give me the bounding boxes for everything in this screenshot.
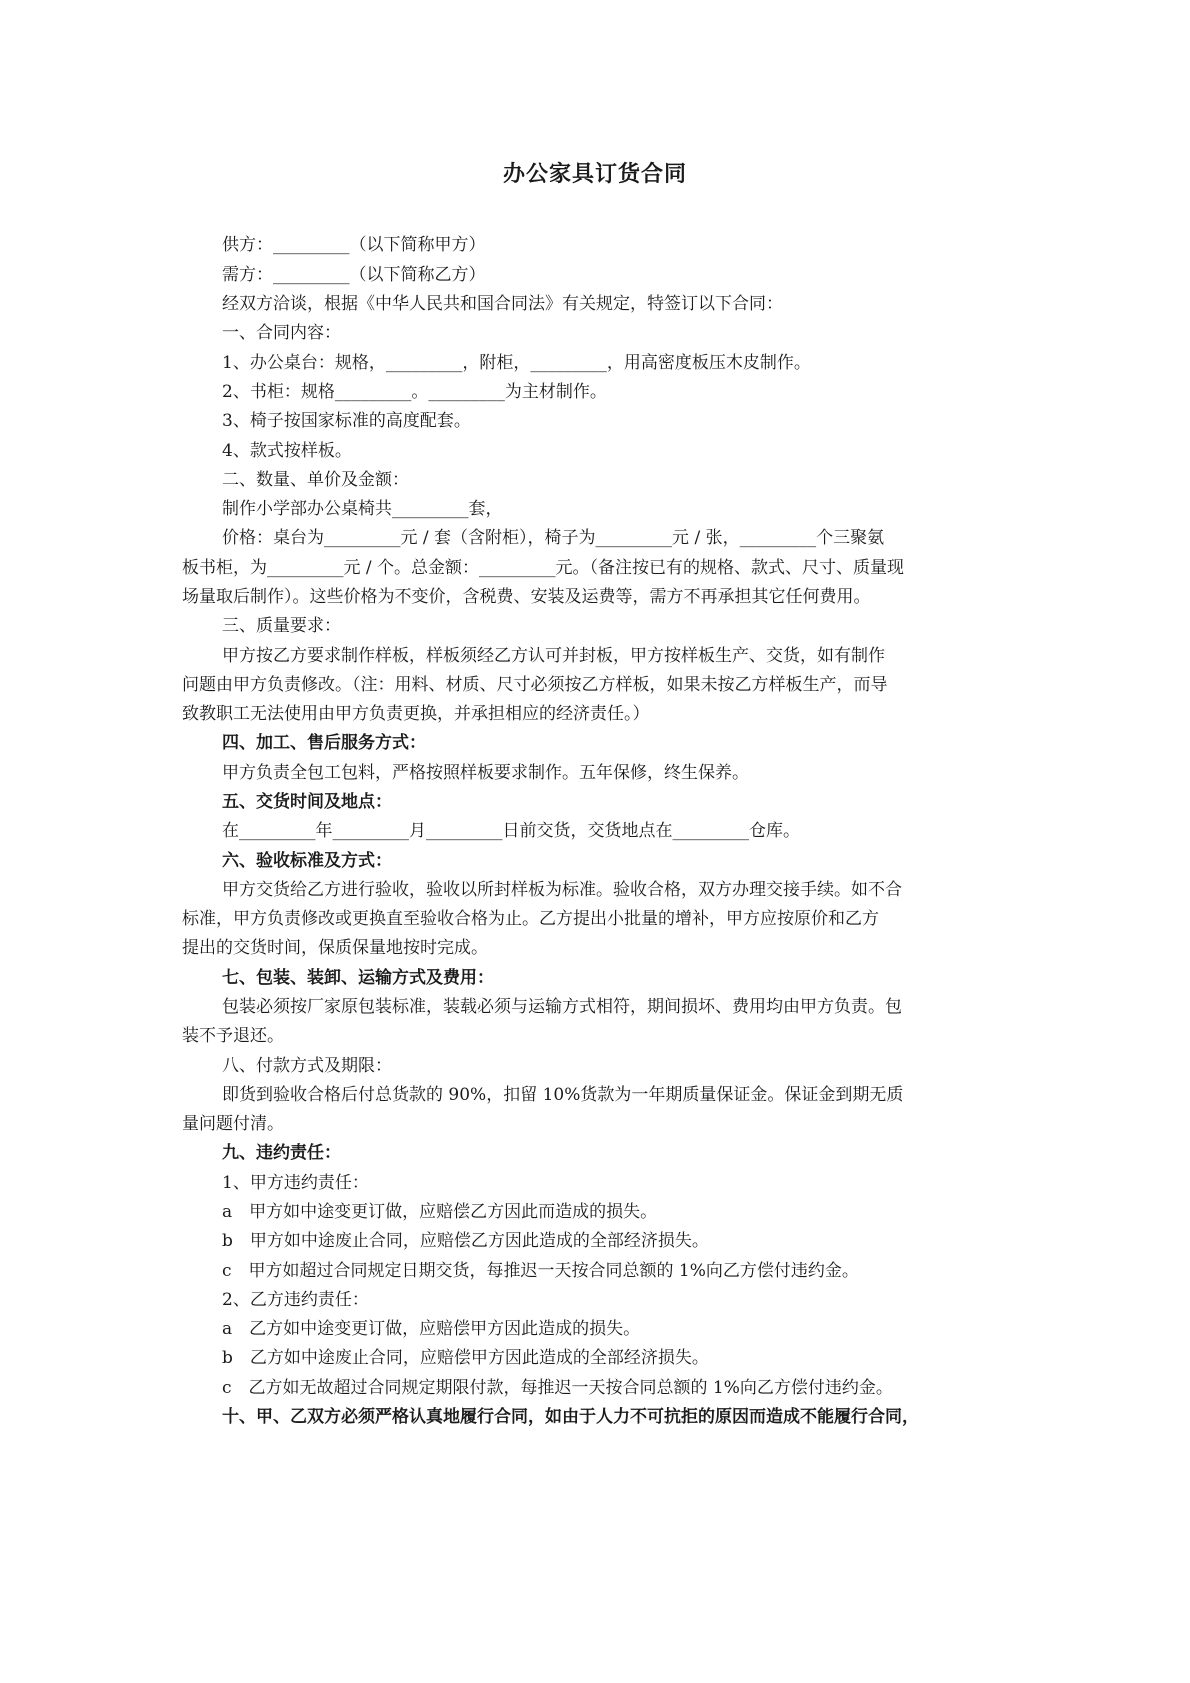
clause-line: c 甲方如超过合同规定日期交货，每推迟一天按合同总额的 1%向乙方偿付违约金。 [222, 1261, 859, 1281]
clause-line: 2、书柜：规格_________。_________为主材制作。 [222, 382, 607, 402]
paragraph-line: 场量取后制作）。这些价格为不变价，含税费、安装及运费等，需方不再承担其它任何费用。 [182, 587, 871, 607]
clause-line: 1、办公桌台：规格，_________，附柜，_________，用高密度板压木皮制作。 [222, 353, 811, 373]
paragraph-line: 价格：桌台为_________元 / 套（含附柜），椅子为_________元 / 张，_________个三聚氨 [222, 528, 885, 548]
paragraph-line: 在_________年_________月_________日前交货，交货地点在_________仓库。 [222, 821, 800, 841]
paragraph-line: 板书柜，为_________元 / 个。总金额：_________元。（备注按已有的规格、款式、尺寸、质量现 [182, 558, 905, 578]
paragraph-line: 甲方交货给乙方进行验收，验收以所封样板为标准。验收合格，双方办理交接手续。如不合 [222, 880, 902, 900]
clause-line: 制作小学部办公桌椅共_________套， [222, 499, 503, 519]
section-heading-10: 十、甲、乙双方必须严格认真地履行合同，如由于人力不可抗拒的原因而造成不能履行合同， [222, 1407, 919, 1427]
supplier-line: 供方：_________（以下简称甲方） [222, 235, 486, 255]
paragraph-line: 甲方按乙方要求制作样板，样板须经乙方认可并封板，甲方按样板生产、交货，如有制作 [222, 646, 885, 666]
section-heading-7: 七、包装、装卸、运输方式及费用： [222, 968, 494, 988]
paragraph-line: 装不予退还。 [182, 1026, 284, 1046]
section-heading-8: 八、付款方式及期限： [222, 1056, 392, 1076]
section-heading-6: 六、验收标准及方式： [222, 851, 392, 871]
section-heading-9: 九、违约责任： [222, 1143, 341, 1163]
section-heading-5: 五、交货时间及地点： [222, 792, 392, 812]
clause-line: a 甲方如中途变更订做，应赔偿乙方因此而造成的损失。 [222, 1202, 658, 1222]
clause-line: b 甲方如中途废止合同，应赔偿乙方因此造成的全部经济损失。 [222, 1231, 709, 1251]
paragraph-line: 包装必须按厂家原包装标准，装载必须与运输方式相符，期间损坏、费用均由甲方负责。包 [222, 997, 902, 1017]
paragraph-line: 提出的交货时间，保质保量地按时完成。 [182, 938, 488, 958]
paragraph-line: 标准，甲方负责修改或更换直至验收合格为止。乙方提出小批量的增补，甲方应按原价和乙方 [182, 909, 879, 929]
section-heading-3: 三、质量要求： [222, 616, 341, 636]
buyer-line: 需方：_________（以下简称乙方） [222, 265, 486, 285]
document-title: 办公家具订货合同 [502, 161, 687, 187]
section-heading-1: 一、合同内容： [222, 323, 341, 343]
clause-line: c 乙方如无故超过合同规定期限付款，每推迟一天按合同总额的 1%向乙方偿付违约金。 [222, 1378, 893, 1398]
paragraph-line: 问题由甲方负责修改。（注：用料、材质、尺寸必须按乙方样板，如果未按乙方样板生产，而导 [182, 675, 888, 695]
clause-line: 1、甲方违约责任： [222, 1173, 369, 1193]
clause-line: b 乙方如中途废止合同，应赔偿甲方因此造成的全部经济损失。 [222, 1348, 709, 1368]
clause-line: a 乙方如中途变更订做，应赔偿甲方因此造成的损失。 [222, 1319, 641, 1339]
paragraph-line: 致教职工无法使用由甲方负责更换，并承担相应的经济责任。） [182, 704, 650, 724]
paragraph-line: 甲方负责全包工包料，严格按照样板要求制作。五年保修，终生保养。 [222, 763, 749, 783]
paragraph-line: 即货到验收合格后付总货款的 90%，扣留 10%货款为一年期质量保证金。保证金到期无质 [222, 1085, 904, 1105]
clause-line: 3、椅子按国家标准的高度配套。 [222, 411, 471, 431]
paragraph-line: 量问题付清。 [182, 1114, 284, 1134]
preamble-line: 经双方洽谈，根据《中华人民共和国合同法》有关规定，特签订以下合同： [222, 294, 783, 314]
section-heading-2: 二、数量、单价及金额： [222, 470, 409, 490]
clause-line: 2、乙方违约责任： [222, 1290, 369, 1310]
clause-line: 4、款式按样板。 [222, 441, 352, 461]
section-heading-4: 四、加工、售后服务方式： [222, 733, 426, 753]
